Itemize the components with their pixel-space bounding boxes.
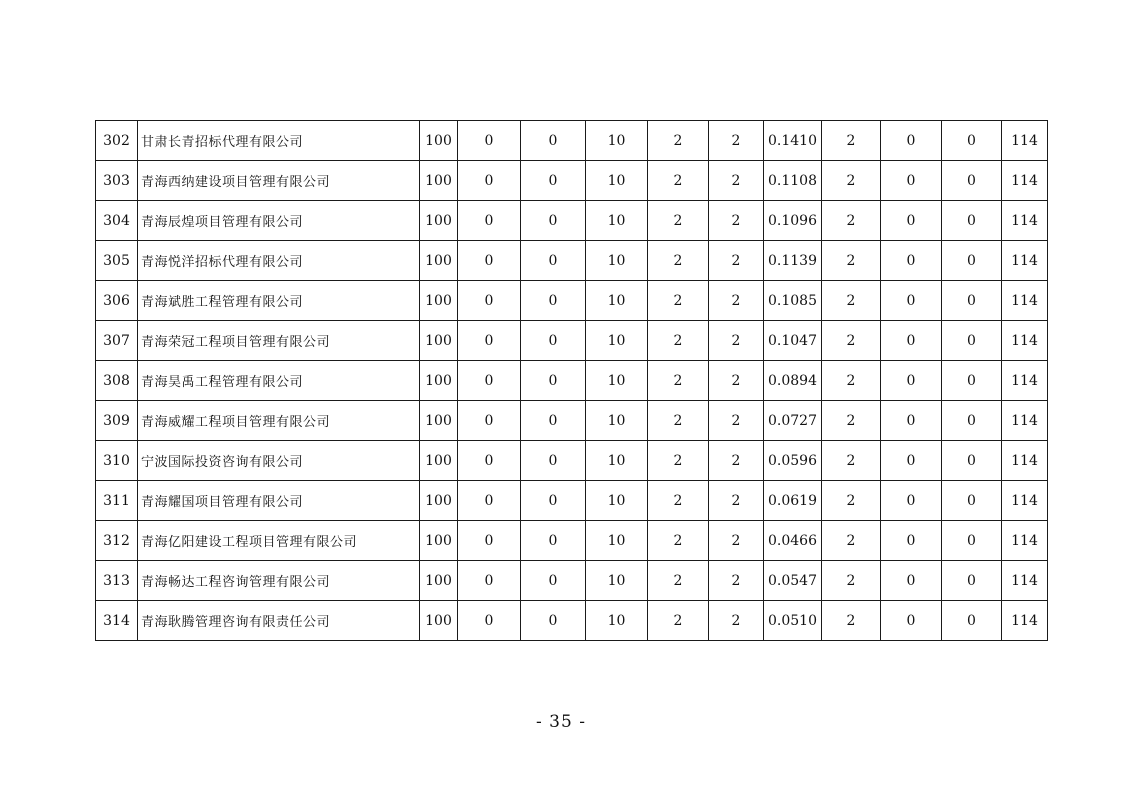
row-index-cell: 307 [96, 321, 138, 361]
score-cell: 0.1085 [764, 281, 822, 321]
score-cell: 10 [586, 281, 648, 321]
score-cell: 0 [942, 361, 1002, 401]
score-cell: 114 [1002, 481, 1048, 521]
score-cell: 0 [458, 321, 521, 361]
score-cell: 2 [648, 121, 709, 161]
score-cell: 100 [420, 121, 458, 161]
row-index-cell: 304 [96, 201, 138, 241]
score-cell: 0 [881, 281, 942, 321]
score-cell: 2 [648, 401, 709, 441]
score-cell: 10 [586, 601, 648, 641]
company-name-cell: 青海耀国项目管理有限公司 [138, 481, 420, 521]
score-cell: 114 [1002, 201, 1048, 241]
row-index-cell: 302 [96, 121, 138, 161]
score-cell: 0 [881, 481, 942, 521]
company-name-cell: 青海耿腾管理咨询有限责任公司 [138, 601, 420, 641]
score-cell: 2 [822, 481, 881, 521]
company-name-cell: 青海辰煌项目管理有限公司 [138, 201, 420, 241]
row-index-cell: 312 [96, 521, 138, 561]
score-cell: 2 [709, 561, 764, 601]
score-cell: 100 [420, 281, 458, 321]
score-cell: 0 [521, 481, 586, 521]
score-cell: 10 [586, 121, 648, 161]
score-cell: 100 [420, 201, 458, 241]
score-cell: 0 [942, 441, 1002, 481]
score-cell: 0 [881, 561, 942, 601]
table-body [96, 121, 1048, 641]
score-cell: 0 [942, 121, 1002, 161]
score-cell: 10 [586, 561, 648, 601]
score-cell: 0 [521, 201, 586, 241]
score-cell: 2 [822, 321, 881, 361]
score-cell: 0 [458, 441, 521, 481]
score-cell: 0.1410 [764, 121, 822, 161]
score-cell: 0 [458, 201, 521, 241]
score-cell: 0 [942, 521, 1002, 561]
table-row [96, 561, 1048, 601]
score-cell: 100 [420, 161, 458, 201]
score-cell: 0 [521, 241, 586, 281]
score-cell: 10 [586, 321, 648, 361]
score-cell: 2 [822, 361, 881, 401]
table-row [96, 481, 1048, 521]
score-cell: 0.0619 [764, 481, 822, 521]
score-cell: 10 [586, 401, 648, 441]
score-cell: 0 [881, 321, 942, 361]
score-cell: 0 [942, 601, 1002, 641]
score-cell: 2 [709, 121, 764, 161]
row-index-cell: 309 [96, 401, 138, 441]
score-cell: 2 [648, 441, 709, 481]
score-cell: 0.1047 [764, 321, 822, 361]
table-row [96, 521, 1048, 561]
score-cell: 2 [648, 281, 709, 321]
page-number: - 35 - [536, 712, 586, 732]
score-cell: 100 [420, 361, 458, 401]
company-name-cell: 青海斌胜工程管理有限公司 [138, 281, 420, 321]
score-cell: 2 [709, 521, 764, 561]
score-cell: 10 [586, 481, 648, 521]
score-cell: 2 [709, 481, 764, 521]
score-cell: 0 [881, 441, 942, 481]
score-cell: 10 [586, 241, 648, 281]
score-cell: 0 [458, 121, 521, 161]
score-cell: 2 [648, 521, 709, 561]
score-cell: 10 [586, 161, 648, 201]
score-cell: 2 [709, 161, 764, 201]
table-row [96, 601, 1048, 641]
score-cell: 0 [458, 401, 521, 441]
score-cell: 2 [822, 401, 881, 441]
score-cell: 0 [458, 161, 521, 201]
score-cell: 0 [942, 241, 1002, 281]
company-name-cell: 甘肃长青招标代理有限公司 [138, 121, 420, 161]
score-cell: 10 [586, 441, 648, 481]
score-cell: 2 [709, 401, 764, 441]
score-cell: 0 [881, 241, 942, 281]
score-cell: 100 [420, 601, 458, 641]
score-cell: 0 [942, 281, 1002, 321]
row-index-cell: 303 [96, 161, 138, 201]
score-cell: 0 [521, 601, 586, 641]
company-name-cell: 青海畅达工程咨询管理有限公司 [138, 561, 420, 601]
score-cell: 0 [942, 321, 1002, 361]
score-cell: 2 [709, 321, 764, 361]
score-cell: 100 [420, 241, 458, 281]
score-cell: 2 [648, 241, 709, 281]
score-cell: 100 [420, 481, 458, 521]
score-cell: 0.1139 [764, 241, 822, 281]
score-cell: 0 [881, 521, 942, 561]
score-cell: 2 [822, 161, 881, 201]
score-cell: 10 [586, 361, 648, 401]
row-index-cell: 310 [96, 441, 138, 481]
company-name-cell: 宁波国际投资咨询有限公司 [138, 441, 420, 481]
score-cell: 2 [709, 361, 764, 401]
table-row [96, 281, 1048, 321]
score-cell: 0 [458, 601, 521, 641]
row-index-cell: 314 [96, 601, 138, 641]
table-row [96, 361, 1048, 401]
score-cell: 2 [648, 561, 709, 601]
company-name-cell: 青海悦洋招标代理有限公司 [138, 241, 420, 281]
score-cell: 0 [521, 321, 586, 361]
score-cell: 0.0510 [764, 601, 822, 641]
score-cell: 114 [1002, 161, 1048, 201]
score-cell: 2 [648, 481, 709, 521]
score-cell: 100 [420, 521, 458, 561]
row-index-cell: 311 [96, 481, 138, 521]
score-cell: 100 [420, 441, 458, 481]
score-cell: 0 [521, 441, 586, 481]
score-cell: 2 [709, 241, 764, 281]
score-cell: 0.0596 [764, 441, 822, 481]
row-index-cell: 308 [96, 361, 138, 401]
score-cell: 114 [1002, 241, 1048, 281]
score-cell: 100 [420, 321, 458, 361]
score-cell: 0 [521, 521, 586, 561]
score-cell: 0 [942, 401, 1002, 441]
score-cell: 10 [586, 201, 648, 241]
score-cell: 0.1108 [764, 161, 822, 201]
score-cell: 114 [1002, 121, 1048, 161]
score-cell: 2 [709, 281, 764, 321]
score-cell: 2 [648, 321, 709, 361]
score-cell: 2 [822, 201, 881, 241]
table-row [96, 201, 1048, 241]
score-table [95, 120, 1048, 641]
table-row [96, 321, 1048, 361]
score-cell: 0 [458, 561, 521, 601]
score-cell: 114 [1002, 601, 1048, 641]
score-cell: 0 [881, 601, 942, 641]
score-cell: 2 [709, 201, 764, 241]
score-cell: 0 [942, 561, 1002, 601]
score-cell: 0 [942, 161, 1002, 201]
score-cell: 114 [1002, 561, 1048, 601]
row-index-cell: 313 [96, 561, 138, 601]
score-cell: 10 [586, 521, 648, 561]
score-cell: 0 [521, 121, 586, 161]
score-cell: 100 [420, 401, 458, 441]
score-cell: 0 [458, 361, 521, 401]
score-cell: 0.1096 [764, 201, 822, 241]
score-cell: 2 [822, 241, 881, 281]
score-cell: 100 [420, 561, 458, 601]
company-name-cell: 青海威耀工程项目管理有限公司 [138, 401, 420, 441]
score-cell: 2 [648, 161, 709, 201]
score-cell: 2 [822, 561, 881, 601]
score-cell: 0 [881, 361, 942, 401]
row-index-cell: 306 [96, 281, 138, 321]
score-cell: 114 [1002, 521, 1048, 561]
score-cell: 0 [881, 161, 942, 201]
score-cell: 0 [458, 241, 521, 281]
score-cell: 2 [709, 601, 764, 641]
score-cell: 0.0547 [764, 561, 822, 601]
score-cell: 0 [458, 481, 521, 521]
company-name-cell: 青海亿阳建设工程项目管理有限公司 [138, 521, 420, 561]
score-cell: 114 [1002, 281, 1048, 321]
table-row [96, 401, 1048, 441]
score-cell: 0 [881, 401, 942, 441]
table-row [96, 121, 1048, 161]
company-name-cell: 青海西纳建设项目管理有限公司 [138, 161, 420, 201]
score-cell: 0 [521, 401, 586, 441]
row-index-cell: 305 [96, 241, 138, 281]
score-cell: 0 [521, 361, 586, 401]
score-cell: 2 [822, 281, 881, 321]
score-cell: 0 [881, 201, 942, 241]
score-cell: 2 [822, 121, 881, 161]
score-cell: 0 [458, 521, 521, 561]
score-cell: 0.0894 [764, 361, 822, 401]
score-cell: 0 [942, 481, 1002, 521]
score-cell: 114 [1002, 361, 1048, 401]
score-cell: 0 [521, 561, 586, 601]
company-name-cell: 青海昊禹工程管理有限公司 [138, 361, 420, 401]
score-cell: 2 [648, 201, 709, 241]
score-cell: 2 [822, 441, 881, 481]
score-cell: 0.0727 [764, 401, 822, 441]
score-cell: 2 [648, 601, 709, 641]
score-cell: 114 [1002, 441, 1048, 481]
score-cell: 0.0466 [764, 521, 822, 561]
score-cell: 114 [1002, 401, 1048, 441]
table-row [96, 161, 1048, 201]
table-row [96, 241, 1048, 281]
score-cell: 0 [942, 201, 1002, 241]
score-cell: 0 [458, 281, 521, 321]
score-cell: 2 [822, 521, 881, 561]
score-cell: 2 [822, 601, 881, 641]
score-cell: 0 [881, 121, 942, 161]
table-row [96, 441, 1048, 481]
company-name-cell: 青海荣冠工程项目管理有限公司 [138, 321, 420, 361]
score-cell: 0 [521, 281, 586, 321]
score-cell: 0 [521, 161, 586, 201]
score-cell: 2 [709, 441, 764, 481]
score-cell: 114 [1002, 321, 1048, 361]
score-cell: 2 [648, 361, 709, 401]
